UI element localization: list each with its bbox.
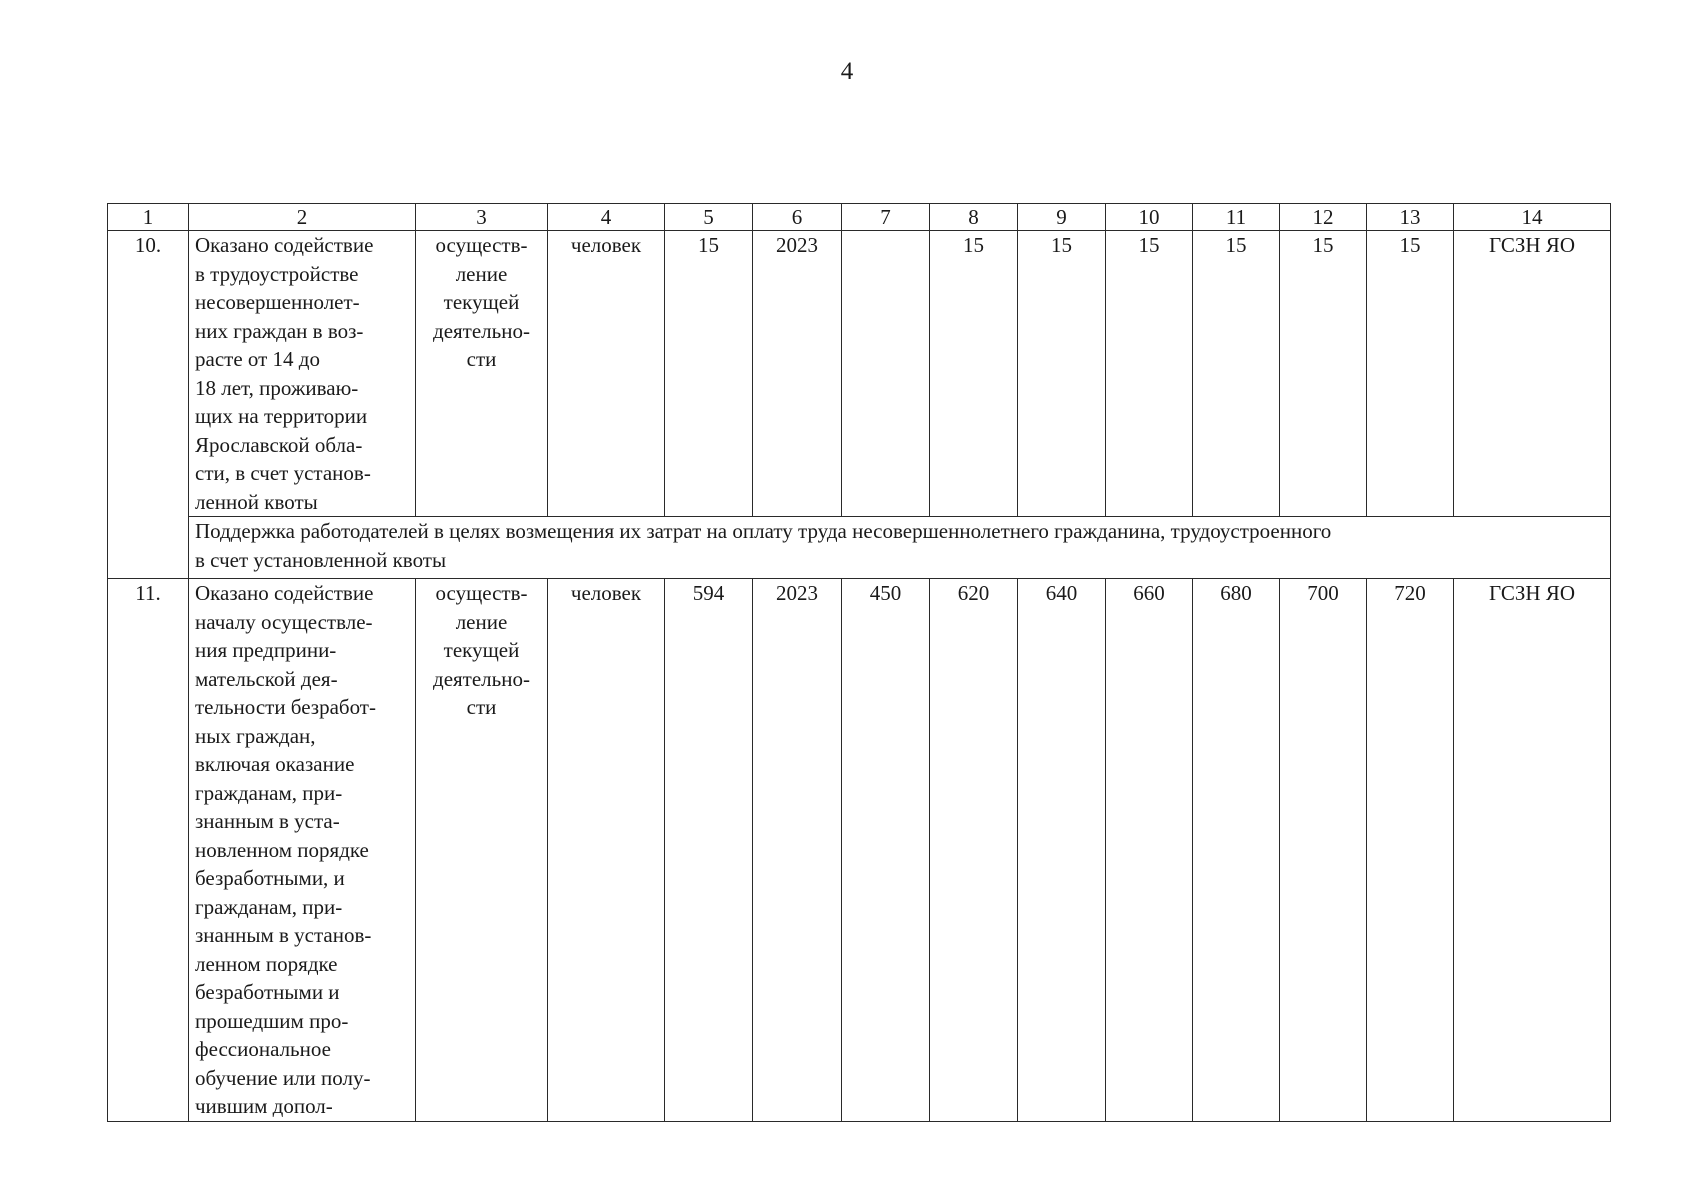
row-value-12: 15 (1280, 231, 1367, 517)
row-value-9: 640 (1018, 579, 1106, 1122)
row-value-11: 680 (1193, 579, 1280, 1122)
column-number: 4 (548, 204, 665, 231)
row-unit: человек (548, 231, 665, 517)
row-value-9: 15 (1018, 231, 1106, 517)
column-number: 7 (842, 204, 930, 231)
row-responsible: ГСЗН ЯО (1454, 579, 1611, 1122)
column-numbers-row (108, 204, 1611, 231)
row-basis: осуществ- ление текущей деятельно- сти (416, 579, 548, 1122)
column-number: 8 (930, 204, 1018, 231)
row-value-7: 450 (842, 579, 930, 1122)
row-value-5: 15 (665, 231, 753, 517)
column-number: 14 (1454, 204, 1611, 231)
row-value-6: 2023 (753, 231, 842, 517)
column-number: 2 (189, 204, 416, 231)
row-responsible: ГСЗН ЯО (1454, 231, 1611, 517)
column-number: 12 (1280, 204, 1367, 231)
row-unit: человек (548, 579, 665, 1122)
row-value-7 (842, 231, 930, 517)
column-number: 1 (108, 204, 189, 231)
row-value-8: 620 (930, 579, 1018, 1122)
column-number: 6 (753, 204, 842, 231)
row-value-10: 15 (1106, 231, 1193, 517)
column-number: 9 (1018, 204, 1106, 231)
row-number: 10. (108, 231, 189, 579)
page-number: 4 (840, 58, 854, 85)
row-number: 11. (108, 579, 189, 1122)
row-description: Оказано содействие началу осуществле- ния предприни- мательской дея- тельности безработ- ных граждан, включая оказание гражданам, при- знанным в уста- новленном порядке безработными, и гражданам, при- знанным в установ- ленном порядке безработными и прошедшим про- фессиональное обучение или полу- чившим допол- (189, 579, 416, 1122)
row-value-13: 15 (1367, 231, 1454, 517)
row-value-11: 15 (1193, 231, 1280, 517)
column-number: 3 (416, 204, 548, 231)
column-number: 11 (1193, 204, 1280, 231)
column-number: 13 (1367, 204, 1454, 231)
row-value-12: 700 (1280, 579, 1367, 1122)
table-row (108, 579, 1611, 1122)
column-number: 5 (665, 204, 753, 231)
row-value-13: 720 (1367, 579, 1454, 1122)
indicators-table (107, 203, 1611, 1122)
row-value-6: 2023 (753, 579, 842, 1122)
support-note: Поддержка работодателей в целях возмещения их затрат на оплату труда несовершеннолетнего гражданина, трудоустроенного в счет установленной квоты (189, 517, 1611, 579)
column-number: 10 (1106, 204, 1193, 231)
row-value-8: 15 (930, 231, 1018, 517)
row-value-5: 594 (665, 579, 753, 1122)
row-description: Оказано содействие в трудоустройстве несовершеннолет- них граждан в воз- расте от 14 до 18 лет, проживаю- щих на территории Ярославской обла- сти, в счет установ- ленной квоты (189, 231, 416, 517)
table-row (108, 231, 1611, 517)
row-basis: осуществ- ление текущей деятельно- сти (416, 231, 548, 517)
support-note-row (108, 517, 1611, 579)
row-value-10: 660 (1106, 579, 1193, 1122)
